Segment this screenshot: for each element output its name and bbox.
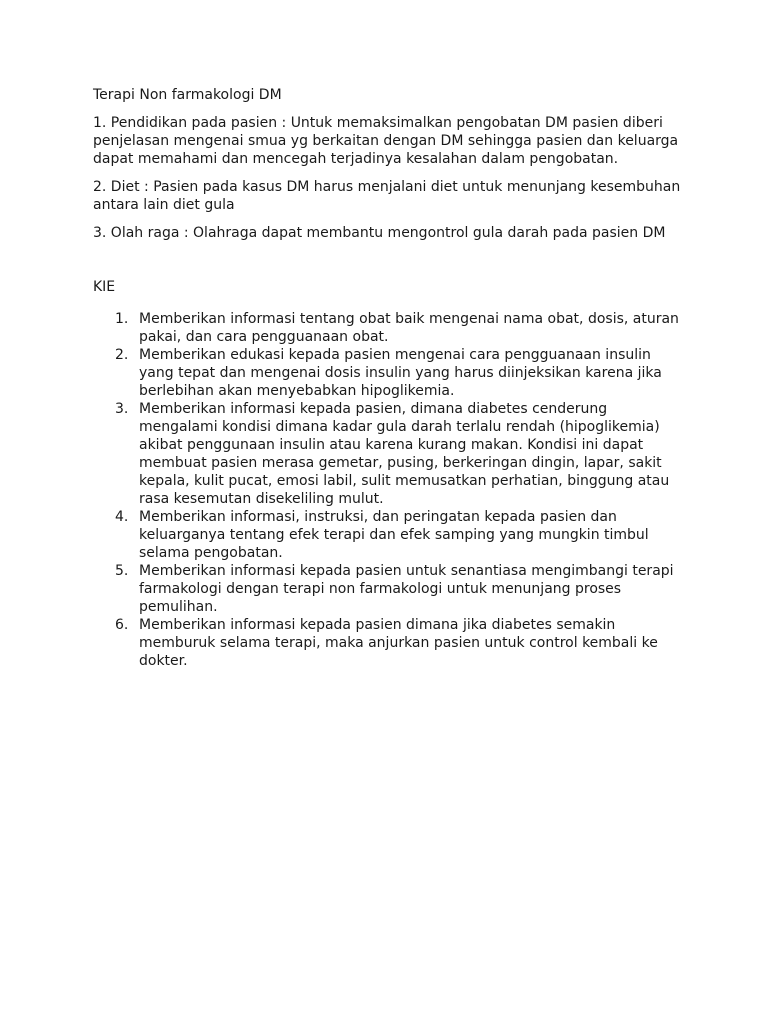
list-item-number: 2. bbox=[115, 347, 129, 363]
paragraph-olahraga: 3. Olah raga : Olahraga dapat membantu mengontrol gula darah pada pasien DM bbox=[93, 225, 666, 241]
list-item-text: Memberikan informasi, instruksi, dan peringatan kepada pasien dan keluarganya tentang efek terapi dan efek samping yang mungkin timbul selama pengobatan. bbox=[139, 509, 649, 561]
list-item-text: Memberikan informasi kepada pasien untuk senantiasa mengimbangi terapi farmakologi dengan terapi non farmakologi untuk menunjang proses pemulihan. bbox=[139, 563, 674, 615]
list-item bbox=[93, 508, 684, 562]
list-item-number: 1. bbox=[115, 311, 129, 327]
list-item-number: 6. bbox=[115, 617, 129, 633]
list-item-text: Memberikan informasi kepada pasien, dimana diabetes cenderung mengalami kondisi dimana kadar gula darah terlalu rendah (hipoglikemia) akibat penggunaan insulin atau karena kurang makan. Kondisi ini dapat membuat pasien merasa gemetar, pusing, berkeringan dingin, lapar, sakit kepala, kulit pucat, emosi labil, sulit memusatkan perhatian, binggung atau rasa kesemutan disekeliling mulut. bbox=[139, 401, 670, 507]
paragraph-diet: 2. Diet : Pasien pada kasus DM harus menjalani diet untuk menunjang kesembuhan antara lain diet gula bbox=[93, 179, 681, 213]
kie-list bbox=[93, 310, 693, 670]
list-item-number: 5. bbox=[115, 563, 129, 579]
kie-heading: KIE bbox=[93, 279, 116, 295]
document-body bbox=[93, 86, 693, 670]
list-item bbox=[93, 400, 684, 508]
document-title: Terapi Non farmakologi DM bbox=[93, 87, 282, 103]
list-item-text: Memberikan informasi tentang obat baik mengenai nama obat, dosis, aturan pakai, dan cara pengguanaan obat. bbox=[139, 311, 679, 345]
list-item bbox=[93, 346, 684, 400]
list-item-text: Memberikan edukasi kepada pasien mengenai cara pengguanaan insulin yang tepat dan mengenai dosis insulin yang harus diinjeksikan karena jika berlebihan akan menyebabkan hipoglikemia. bbox=[139, 347, 662, 399]
list-item bbox=[93, 310, 684, 346]
list-item-number: 4. bbox=[115, 509, 129, 525]
list-item bbox=[93, 616, 684, 670]
list-item-number: 3. bbox=[115, 401, 129, 417]
list-item-text: Memberikan informasi kepada pasien dimana jika diabetes semakin memburuk selama terapi, maka anjurkan pasien untuk control kembali ke dokter. bbox=[139, 617, 658, 669]
list-item bbox=[93, 562, 684, 616]
section-spacer bbox=[93, 252, 693, 278]
paragraph-pendidikan: 1. Pendidikan pada pasien : Untuk memaksimalkan pengobatan DM pasien diberi penjelasan mengenai smua yg berkaitan dengan DM sehingga pasien dan keluarga dapat memahami dan mencegah terjadinya kesalahan dalam pengobatan. bbox=[93, 115, 679, 167]
